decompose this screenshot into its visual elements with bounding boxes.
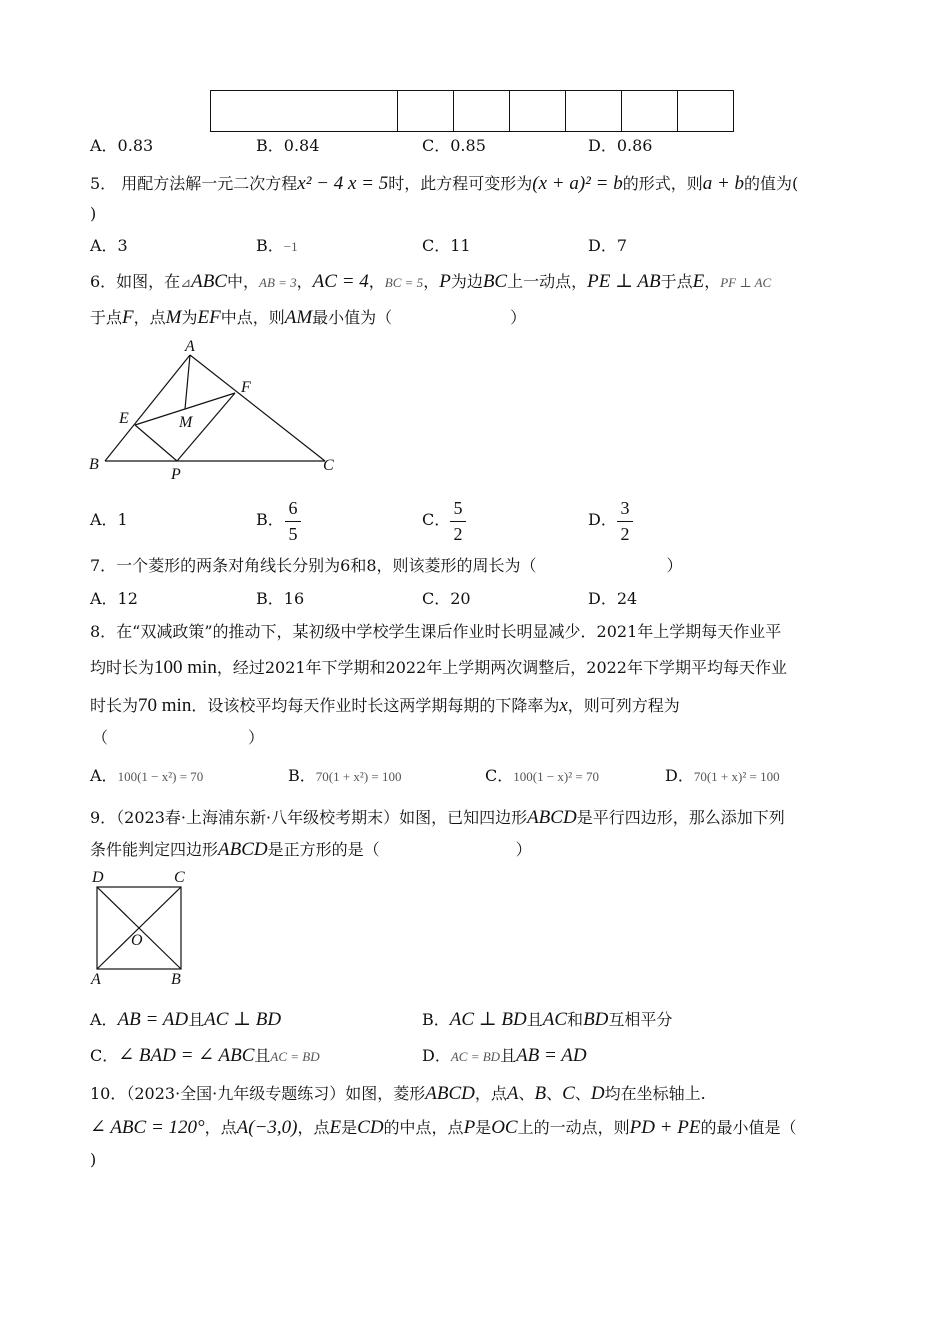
q10-math: A(−3,0)	[236, 1117, 298, 1138]
q6-text: ）	[510, 308, 527, 327]
q8-option-d[interactable]	[665, 768, 780, 784]
q6-text: 为	[181, 308, 198, 327]
q9-math: ABCD	[218, 839, 268, 860]
q8-math: 100 min	[154, 657, 217, 678]
q6-math: EF	[197, 307, 221, 328]
q5-option-d[interactable]: D．7	[588, 236, 628, 255]
label-c: C	[323, 457, 334, 474]
label-e: E	[119, 410, 129, 427]
label-c: C	[174, 869, 185, 886]
q10-math: CD	[357, 1117, 384, 1138]
q10-text: 的中点，点	[383, 1118, 464, 1137]
q4-option-c[interactable]: C．0.85	[422, 136, 486, 155]
q9-text: ）	[515, 840, 532, 859]
q6-text: 于点	[90, 308, 123, 327]
option-label: C．	[485, 766, 514, 785]
q10-text: 、	[574, 1084, 591, 1103]
option-equation: 70(1 + x)² = 100	[693, 769, 780, 784]
option-text: 且	[500, 1046, 517, 1065]
q6-text: ，	[704, 272, 721, 291]
q6-math: BC = 5	[384, 275, 424, 290]
q10-math: A	[506, 1083, 519, 1104]
q9-option-c[interactable]	[90, 1046, 320, 1065]
q6-math: PF ⊥ AC	[720, 275, 772, 290]
q4-option-a[interactable]: A．0.83	[90, 136, 154, 155]
q5-stem	[90, 174, 798, 193]
q5-option-c[interactable]: C．11	[422, 236, 471, 255]
q6-math: AC = 4	[312, 271, 369, 292]
data-table	[210, 90, 734, 132]
table-cell	[454, 91, 510, 132]
q8-stem-line2	[90, 658, 787, 677]
q6-text: 上一动点，	[507, 272, 588, 291]
option-label: A．	[90, 1010, 118, 1029]
q9-option-b[interactable]	[422, 1010, 672, 1029]
option-text: 且	[188, 1010, 205, 1029]
q5-expression: a + b	[702, 173, 745, 194]
q8-text: 时长为	[90, 696, 139, 715]
option-math: ∠ BAD = ∠ ABC	[118, 1045, 255, 1066]
q6-text: ，	[296, 272, 313, 291]
q10-text: ，点	[204, 1118, 237, 1137]
q6-math: ABC	[191, 271, 227, 292]
option-equation: 100(1 − x)² = 70	[513, 769, 599, 784]
q6-triangle-figure	[85, 335, 345, 485]
q10-math: E	[329, 1117, 342, 1138]
q10-text: 10．（2023·全国·九年级专题练习）如图，菱形	[90, 1084, 426, 1103]
table-cell	[566, 91, 622, 132]
q10-stem-line1	[90, 1084, 706, 1103]
q6-math: F	[122, 307, 134, 328]
q8-stem-line1: 8．在“双减政策”的推动下，某初级中学校学生课后作业时长明显减少．2021年上学期每天作业平	[90, 622, 782, 641]
q6-option-d-label[interactable]: D．	[588, 510, 617, 529]
option-text: 且	[254, 1046, 271, 1065]
label-b: B	[89, 456, 99, 473]
option-text: 且	[526, 1010, 543, 1029]
option-label: B．	[256, 236, 284, 255]
q6-math: E	[692, 271, 705, 292]
denominator: 5	[288, 524, 298, 544]
q7-text: 7．一个菱形的两条对角线长分别为6和8，则该菱形的周长为（	[90, 556, 537, 575]
q7-stem	[90, 558, 683, 574]
q6-text: 6．如图，在	[90, 272, 181, 291]
q10-text: 是	[475, 1118, 492, 1137]
q8-option-a[interactable]	[90, 768, 203, 784]
q9-math: ABCD	[527, 807, 577, 828]
q8-text: ．设该校平均每天作业时长这两学期每期的下降率为	[191, 696, 560, 715]
q10-math: OC	[491, 1117, 518, 1138]
q8-text: 均时长为	[90, 658, 155, 677]
table-cell	[398, 91, 454, 132]
q5-option-a[interactable]: A．3	[90, 236, 128, 255]
q6-option-b-fraction[interactable]	[285, 498, 301, 545]
option-label: B．	[422, 1010, 450, 1029]
option-math: AB = AD	[117, 1009, 189, 1030]
q6-option-d-fraction[interactable]	[617, 498, 633, 545]
q9-square-figure	[88, 866, 198, 990]
q5-option-b[interactable]	[256, 238, 298, 254]
q5-text: 的值为(	[744, 174, 799, 193]
q8-answer-paren	[92, 730, 264, 746]
option-text: 互相平分	[608, 1010, 673, 1029]
label-a: A	[185, 338, 195, 355]
q4-option-d[interactable]: D．0.86	[588, 136, 653, 155]
q6-math: AB = 3	[259, 275, 297, 290]
q10-text: ，点	[474, 1084, 507, 1103]
q6-math: AM	[284, 307, 313, 328]
q6-stem-line1	[90, 272, 771, 291]
q9-text: 9．（2023春·上海浦东新·八年级校考期末）如图，已知四边形	[90, 808, 528, 827]
q8-text: ）	[248, 728, 265, 747]
option-math: AC	[542, 1009, 568, 1030]
q10-text: 上的一动点，则	[517, 1118, 630, 1137]
q5-equation: x² − 4 x = 5	[297, 173, 389, 194]
q6-text: ，	[423, 272, 440, 291]
q9-text: 是平行四边形，那么添加下列	[576, 808, 785, 827]
q6-option-a[interactable]: A．1	[90, 510, 128, 529]
q10-math: B	[534, 1083, 547, 1104]
numerator: 5	[453, 498, 463, 518]
q6-text: 中，	[226, 272, 259, 291]
q10-math: ∠ ABC = 120°	[90, 1117, 205, 1138]
option-equation: 70(1 + x²) = 100	[315, 769, 402, 784]
q4-option-b[interactable]: B．0.84	[256, 136, 320, 155]
q10-text: 、	[546, 1084, 563, 1103]
table-row	[211, 91, 734, 132]
q5-text: 的形式，则	[622, 174, 703, 193]
table-cell	[211, 91, 398, 132]
option-math: AC ⊥ BD	[449, 1009, 527, 1030]
option-math: AC = BD	[270, 1049, 320, 1064]
q8-option-c[interactable]	[485, 768, 599, 784]
q6-option-b-label[interactable]: B．	[256, 510, 284, 529]
q10-math: ABCD	[425, 1083, 475, 1104]
q6-math: PE ⊥ AB	[587, 271, 661, 292]
option-label: B．	[288, 766, 316, 785]
label-o: O	[131, 932, 143, 949]
option-math: AB = AD	[516, 1045, 587, 1066]
q6-text: 中点，则	[220, 308, 285, 327]
q6-math: BC	[482, 271, 508, 292]
q8-text: （	[92, 728, 109, 747]
q7-option-c[interactable]: C．20	[422, 589, 471, 608]
q6-math: M	[165, 307, 182, 328]
q10-math: C	[562, 1083, 575, 1104]
label-p: P	[171, 466, 181, 483]
q10-math: P	[463, 1117, 476, 1138]
q5-text: 5． 用配方法解一元二次方程	[90, 174, 298, 193]
q7-text: ）	[666, 556, 683, 575]
q6-option-c-fraction[interactable]	[450, 498, 466, 545]
option-text: 和	[567, 1010, 584, 1029]
q10-math: D	[590, 1083, 605, 1104]
label-f: F	[241, 379, 251, 396]
q5-close-paren: )	[90, 204, 97, 223]
q8-math: 70 min	[138, 695, 192, 716]
q10-text: ，点	[297, 1118, 330, 1137]
q8-text: ，则可列方程为	[567, 696, 680, 715]
numerator: 3	[620, 498, 630, 518]
option-label: D．	[665, 766, 694, 785]
label-d: D	[92, 869, 104, 886]
table-cell	[510, 91, 566, 132]
option-math: AC ⊥ BD	[204, 1009, 282, 1030]
numerator: 6	[288, 498, 298, 518]
q10-text: 的最小值是（	[700, 1118, 797, 1137]
option-label: C．	[90, 1046, 119, 1065]
q6-text: 为边	[450, 272, 483, 291]
denominator: 2	[620, 524, 630, 544]
label-a: A	[91, 971, 101, 988]
q8-text: ，经过2021年下学期和2022年上学期两次调整后，2022年下学期平均每天作业	[216, 658, 787, 677]
q10-close-paren: )	[90, 1150, 97, 1169]
q9-stem-line2	[90, 840, 532, 859]
q9-text: 是正方形的是（	[267, 840, 380, 859]
q8-math: x	[559, 695, 568, 716]
q8-stem-line3	[90, 696, 680, 715]
q5-transformed-equation: (x + a)² = b	[532, 173, 623, 194]
q6-text: ，点	[133, 308, 166, 327]
option-equation: 100(1 − x²) = 70	[117, 769, 204, 784]
q7-option-d[interactable]: D．24	[588, 589, 638, 608]
q7-option-b[interactable]: B．16	[256, 589, 305, 608]
option-math: BD	[583, 1009, 609, 1030]
q9-option-d[interactable]	[422, 1046, 587, 1065]
q10-text: 均在坐标轴上.	[604, 1084, 706, 1103]
q6-math: P	[439, 271, 451, 292]
q10-stem-line2	[90, 1118, 797, 1137]
label-b: B	[171, 971, 181, 988]
option-label: D．	[422, 1046, 451, 1065]
q6-text: 最小值为（	[312, 308, 393, 327]
table-cell	[622, 91, 678, 132]
option-label: A．	[90, 766, 118, 785]
label-m: M	[179, 414, 193, 431]
table-cell	[678, 91, 734, 132]
q5-text: 时，此方程可变形为	[388, 174, 533, 193]
q6-stem-line2	[90, 308, 526, 327]
q6-text: 于点	[660, 272, 693, 291]
q9-text: 条件能判定四边形	[90, 840, 219, 859]
q10-math: PD + PE	[629, 1117, 701, 1138]
q10-text: 、	[518, 1084, 535, 1103]
option-math: AC = BD	[450, 1049, 501, 1064]
denominator: 2	[453, 524, 463, 544]
q6-text: ，	[368, 272, 385, 291]
option-value: −1	[283, 239, 298, 254]
triangle-symbol: ⊿	[180, 275, 192, 290]
q7-option-a[interactable]: A．12	[90, 589, 138, 608]
q10-text: 是	[341, 1118, 358, 1137]
q9-stem-line1	[90, 808, 785, 827]
q6-option-c-label[interactable]: C．	[422, 510, 451, 529]
q8-option-b[interactable]	[288, 768, 401, 784]
q9-option-a[interactable]	[90, 1010, 281, 1029]
